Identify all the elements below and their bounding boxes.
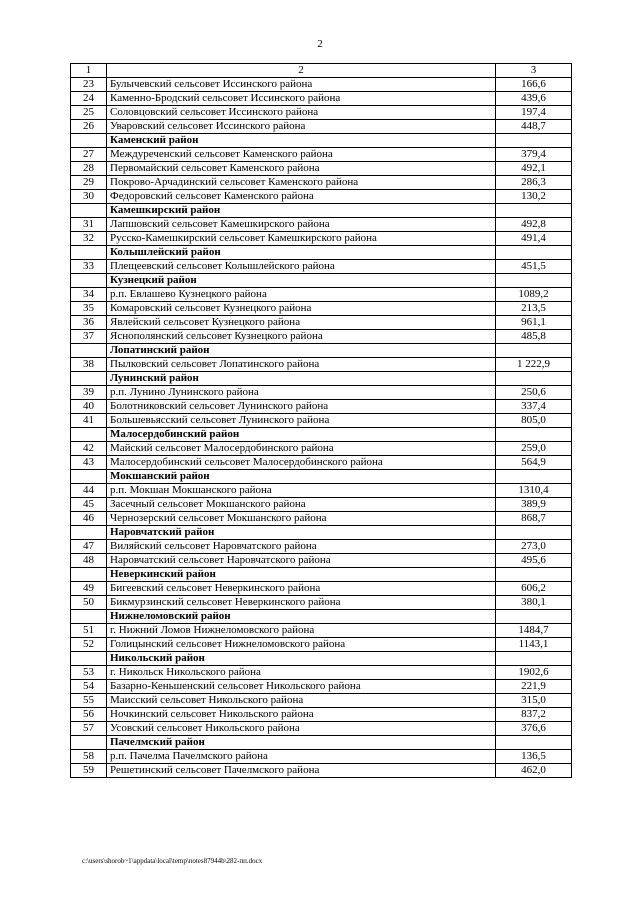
- row-value: 1089,2: [496, 288, 572, 302]
- settlement-name: р.п. Евлашево Кузнецкого района: [107, 288, 496, 302]
- row-number: 53: [71, 666, 107, 680]
- table-row: [71, 92, 572, 106]
- row-number: 58: [71, 750, 107, 764]
- table-row: [71, 330, 572, 344]
- table-row: [71, 554, 572, 568]
- row-value: [496, 344, 572, 358]
- settlement-name: Бикмурзинский сельсовет Неверкинского района: [107, 596, 496, 610]
- row-value: 1484,7: [496, 624, 572, 638]
- table-row: [71, 764, 572, 778]
- row-value: 259,0: [496, 442, 572, 456]
- row-value: 379,4: [496, 148, 572, 162]
- row-value: 492,8: [496, 218, 572, 232]
- row-number: [71, 652, 107, 666]
- district-name: Наровчатский район: [107, 526, 496, 540]
- table-row: [71, 302, 572, 316]
- table-row: [71, 176, 572, 190]
- row-number: 45: [71, 498, 107, 512]
- table-row: [71, 162, 572, 176]
- row-value: 213,5: [496, 302, 572, 316]
- table-row: [71, 120, 572, 134]
- row-value: 273,0: [496, 540, 572, 554]
- row-value: 166,6: [496, 78, 572, 92]
- row-number: 39: [71, 386, 107, 400]
- row-value: [496, 246, 572, 260]
- table-row: [71, 638, 572, 652]
- settlement-name: Наровчатский сельсовет Наровчатского района: [107, 554, 496, 568]
- row-value: 136,5: [496, 750, 572, 764]
- table-row: [71, 666, 572, 680]
- row-value: [496, 134, 572, 148]
- district-header-row: [71, 344, 572, 358]
- district-header-row: [71, 568, 572, 582]
- settlement-name: Лапшовский сельсовет Камешкирского района: [107, 218, 496, 232]
- row-value: 221,9: [496, 680, 572, 694]
- district-name: Кузнецкий район: [107, 274, 496, 288]
- settlement-name: Уваровский сельсовет Иссинского района: [107, 120, 496, 134]
- row-number: 51: [71, 624, 107, 638]
- table-row: [71, 540, 572, 554]
- row-number: 48: [71, 554, 107, 568]
- district-name: Нижнеломовский район: [107, 610, 496, 624]
- row-number: 55: [71, 694, 107, 708]
- settlement-name: Каменно-Бродский сельсовет Иссинского района: [107, 92, 496, 106]
- district-header-row: [71, 428, 572, 442]
- table-row: [71, 624, 572, 638]
- settlement-name: Ночкинский сельсовет Никольского района: [107, 708, 496, 722]
- row-number: [71, 610, 107, 624]
- row-value: [496, 526, 572, 540]
- district-header-row: [71, 610, 572, 624]
- row-value: 197,4: [496, 106, 572, 120]
- row-number: 34: [71, 288, 107, 302]
- settlement-name: Маисский сельсовет Никольского района: [107, 694, 496, 708]
- table-row: [71, 190, 572, 204]
- row-value: 485,8: [496, 330, 572, 344]
- row-value: 1143,1: [496, 638, 572, 652]
- settlement-name: Голицынский сельсовет Нижнеломовского района: [107, 638, 496, 652]
- row-number: [71, 246, 107, 260]
- table-row: [71, 316, 572, 330]
- row-number: 46: [71, 512, 107, 526]
- row-value: 606,2: [496, 582, 572, 596]
- row-number: 47: [71, 540, 107, 554]
- row-number: 37: [71, 330, 107, 344]
- table-row: [71, 596, 572, 610]
- table-row: [71, 414, 572, 428]
- header-cell-1: 1: [71, 64, 107, 78]
- page-number: 2: [317, 38, 323, 50]
- settlement-name: Пылковский сельсовет Лопатинского района: [107, 358, 496, 372]
- district-name: Камешкирский район: [107, 204, 496, 218]
- row-value: 837,2: [496, 708, 572, 722]
- table-row: [71, 442, 572, 456]
- settlement-name: р.п. Мокшан Мокшанского района: [107, 484, 496, 498]
- settlement-name: Бигеевский сельсовет Неверкинского района: [107, 582, 496, 596]
- row-value: 130,2: [496, 190, 572, 204]
- table-row: [71, 498, 572, 512]
- row-number: 35: [71, 302, 107, 316]
- row-value: 868,7: [496, 512, 572, 526]
- table-row: [71, 260, 572, 274]
- table-row: [71, 386, 572, 400]
- table-row: [71, 400, 572, 414]
- row-number: 30: [71, 190, 107, 204]
- row-number: [71, 526, 107, 540]
- row-number: 36: [71, 316, 107, 330]
- settlement-name: Покрово-Арчадинский сельсовет Каменского района: [107, 176, 496, 190]
- district-name: Мокшанский район: [107, 470, 496, 484]
- row-number: 50: [71, 596, 107, 610]
- row-number: 24: [71, 92, 107, 106]
- table-row: [71, 218, 572, 232]
- row-number: [71, 470, 107, 484]
- settlement-name: Болотниковский сельсовет Лунинского района: [107, 400, 496, 414]
- district-header-row: [71, 652, 572, 666]
- row-number: [71, 134, 107, 148]
- settlement-name: Яснополянский сельсовет Кузнецкого района: [107, 330, 496, 344]
- district-name: Неверкинский район: [107, 568, 496, 582]
- settlement-name: Первомайский сельсовет Каменского района: [107, 162, 496, 176]
- district-header-row: [71, 246, 572, 260]
- row-number: 52: [71, 638, 107, 652]
- settlement-name: Русско-Камешкирский сельсовет Камешкирского района: [107, 232, 496, 246]
- settlement-name: Виляйский сельсовет Наровчатского района: [107, 540, 496, 554]
- settlement-name: г. Никольск Никольского района: [107, 666, 496, 680]
- row-value: 380,1: [496, 596, 572, 610]
- settlement-name: Булычевский сельсовет Иссинского района: [107, 78, 496, 92]
- settlement-name: Большевьясский сельсовет Лунинского района: [107, 414, 496, 428]
- settlement-name: Чернозерский сельсовет Мокшанского района: [107, 512, 496, 526]
- row-value: [496, 652, 572, 666]
- row-value: 491,4: [496, 232, 572, 246]
- district-header-row: [71, 204, 572, 218]
- row-number: 27: [71, 148, 107, 162]
- row-value: [496, 610, 572, 624]
- row-value: 1 222,9: [496, 358, 572, 372]
- row-value: [496, 428, 572, 442]
- row-number: 29: [71, 176, 107, 190]
- settlement-name: г. Нижний Ломов Нижнеломовского района: [107, 624, 496, 638]
- row-value: 805,0: [496, 414, 572, 428]
- row-number: [71, 568, 107, 582]
- table-row: [71, 456, 572, 470]
- row-value: 376,6: [496, 722, 572, 736]
- row-number: 26: [71, 120, 107, 134]
- row-number: 49: [71, 582, 107, 596]
- row-value: [496, 736, 572, 750]
- row-number: 32: [71, 232, 107, 246]
- row-value: [496, 372, 572, 386]
- settlement-name: Майский сельсовет Малосердобинского района: [107, 442, 496, 456]
- settlement-name: Усовский сельсовет Никольского района: [107, 722, 496, 736]
- row-value: 439,6: [496, 92, 572, 106]
- row-number: 59: [71, 764, 107, 778]
- row-number: 33: [71, 260, 107, 274]
- row-value: 961,1: [496, 316, 572, 330]
- settlement-name: Федоровский сельсовет Каменского района: [107, 190, 496, 204]
- table-row: [71, 358, 572, 372]
- table-row: [71, 722, 572, 736]
- row-value: 451,5: [496, 260, 572, 274]
- settlement-name: Плещеевский сельсовет Колышлейского района: [107, 260, 496, 274]
- table-row: [71, 694, 572, 708]
- district-name: Никольский район: [107, 652, 496, 666]
- table-row: [71, 708, 572, 722]
- table-row: [71, 750, 572, 764]
- table-row: [71, 680, 572, 694]
- table-body: [71, 64, 572, 778]
- row-number: 57: [71, 722, 107, 736]
- district-name: Пачелмский район: [107, 736, 496, 750]
- settlement-name: Решетинский сельсовет Пачелмского района: [107, 764, 496, 778]
- row-value: [496, 470, 572, 484]
- row-number: [71, 736, 107, 750]
- row-number: [71, 204, 107, 218]
- district-name: Лопатинский район: [107, 344, 496, 358]
- row-number: 44: [71, 484, 107, 498]
- table-row: [71, 512, 572, 526]
- settlement-name: Междуреченский сельсовет Каменского района: [107, 148, 496, 162]
- district-header-row: [71, 736, 572, 750]
- row-value: 389,9: [496, 498, 572, 512]
- row-value: 315,0: [496, 694, 572, 708]
- settlement-name: Явлейский сельсовет Кузнецкого района: [107, 316, 496, 330]
- row-number: 42: [71, 442, 107, 456]
- row-number: 40: [71, 400, 107, 414]
- row-number: [71, 372, 107, 386]
- row-value: 495,6: [496, 554, 572, 568]
- row-number: 23: [71, 78, 107, 92]
- district-header-row: [71, 372, 572, 386]
- settlement-name: Комаровский сельсовет Кузнецкого района: [107, 302, 496, 316]
- table-row: [71, 232, 572, 246]
- header-row: [71, 64, 572, 78]
- row-value: [496, 204, 572, 218]
- header-cell-2: 2: [107, 64, 496, 78]
- row-value: 250,6: [496, 386, 572, 400]
- row-number: 43: [71, 456, 107, 470]
- row-value: 462,0: [496, 764, 572, 778]
- district-header-row: [71, 274, 572, 288]
- row-value: 286,3: [496, 176, 572, 190]
- district-header-row: [71, 134, 572, 148]
- row-value: 448,7: [496, 120, 572, 134]
- row-number: 56: [71, 708, 107, 722]
- table-row: [71, 78, 572, 92]
- table-row: [71, 106, 572, 120]
- header-cell-3: 3: [496, 64, 572, 78]
- settlement-name: р.п. Пачелма Пачелмского района: [107, 750, 496, 764]
- district-header-row: [71, 470, 572, 484]
- settlement-name: Базарно-Кеньшенский сельсовет Никольского района: [107, 680, 496, 694]
- district-name: Колышлейский район: [107, 246, 496, 260]
- table-row: [71, 148, 572, 162]
- settlement-name: Засечный сельсовет Мокшанского района: [107, 498, 496, 512]
- district-name: Малосердобинский район: [107, 428, 496, 442]
- settlement-name: р.п. Лунино Лунинского района: [107, 386, 496, 400]
- row-value: 1310,4: [496, 484, 572, 498]
- row-value: 337,4: [496, 400, 572, 414]
- row-number: 54: [71, 680, 107, 694]
- settlement-name: Соловцовский сельсовет Иссинского района: [107, 106, 496, 120]
- row-number: 31: [71, 218, 107, 232]
- row-value: [496, 568, 572, 582]
- district-name: Лунинский район: [107, 372, 496, 386]
- district-header-row: [71, 526, 572, 540]
- row-value: 1902,6: [496, 666, 572, 680]
- table-row: [71, 484, 572, 498]
- row-number: [71, 428, 107, 442]
- row-number: 38: [71, 358, 107, 372]
- row-value: 564,9: [496, 456, 572, 470]
- row-number: [71, 344, 107, 358]
- footer-file-path: c:\users\shorob~1\appdata\local\temp\notes87944b\282-пп.docx: [82, 857, 263, 865]
- row-number: 28: [71, 162, 107, 176]
- settlement-name: Малосердобинский сельсовет Малосердобинского района: [107, 456, 496, 470]
- row-number: 25: [71, 106, 107, 120]
- row-number: [71, 274, 107, 288]
- data-table: [70, 63, 572, 778]
- district-name: Каменский район: [107, 134, 496, 148]
- row-number: 41: [71, 414, 107, 428]
- row-value: 492,1: [496, 162, 572, 176]
- row-value: [496, 274, 572, 288]
- table-row: [71, 582, 572, 596]
- table-row: [71, 288, 572, 302]
